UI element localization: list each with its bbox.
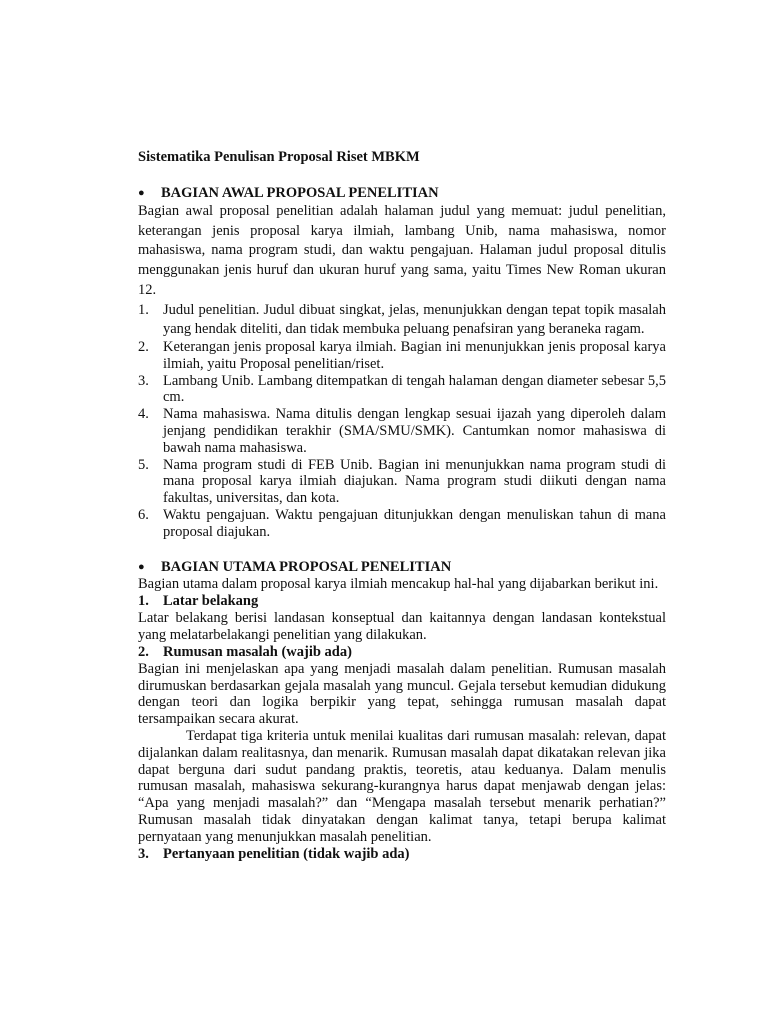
subheading-number: 1. [138, 593, 149, 610]
list-item [138, 373, 666, 407]
section-heading-utama [138, 558, 666, 576]
document-title: Sistematika Penulisan Proposal Riset MBKM [138, 149, 420, 165]
body-paragraph: Latar belakang berisi landasan konseptual dan kaitannya dengan landasan kontekstual yang melatarbelakangi penelitian yang dilakukan. [138, 610, 666, 644]
numbered-list [138, 301, 666, 541]
subheading-text: Rumusan masalah (wajib ada) [163, 643, 352, 660]
list-item-text: Nama program studi di FEB Unib. Bagian ini menunjukkan nama program studi di mana proposal karya ilmiah diajukan. Nama program studi diikuti dengan nama fakultas, universitas, dan kota. [163, 456, 666, 507]
list-item-text: Waktu pengajuan. Waktu pengajuan ditunjukkan dengan menuliskan tahun di mana proposal diajukan. [163, 506, 666, 540]
section-heading-text: BAGIAN AWAL PROPOSAL PENELITIAN [161, 185, 439, 201]
section-heading-text: BAGIAN UTAMA PROPOSAL PENELITIAN [161, 559, 452, 576]
bullet-icon: ● [138, 561, 145, 574]
subheading-pertanyaan-penelitian [138, 846, 666, 863]
list-item [138, 339, 666, 373]
section-intro-paragraph: Bagian utama dalam proposal karya ilmiah mencakup hal-hal yang dijabarkan berikut ini. [138, 576, 659, 593]
subheading-rumusan-masalah [138, 644, 666, 661]
list-item-text: Lambang Unib. Lambang ditempatkan di tengah halaman dengan diameter sebesar 5,5 cm. [163, 372, 666, 406]
list-item-number: 1. [138, 301, 149, 318]
list-item-number: 4. [138, 406, 149, 423]
list-item [138, 507, 666, 541]
subheading-number: 2. [138, 643, 149, 660]
list-item-text: Nama mahasiswa. Nama ditulis dengan lengkap sesuai ijazah yang diperoleh dalam jenjang pendidikan terakhir (SMA/SMU/SMK). Cantumkan nomor mahasiswa di bawah nama mahasiswa. [163, 406, 666, 456]
list-item [138, 406, 666, 456]
body-paragraph: Bagian ini menjelaskan apa yang menjadi masalah dalam penelitian. Rumusan masalah dirumuskan berdasarkan gejala masalah yang muncul. Gejala tersebut kemudian didukung dengan teori dan logika berpikir yang tepat, sehingga rumusan masalah dapat tersampaikan secara akurat. [138, 660, 666, 728]
subheading-latar-belakang [138, 593, 666, 610]
document-page [138, 148, 666, 863]
section-heading-awal [138, 184, 666, 202]
list-item-number: 5. [138, 456, 149, 473]
subheading-text: Pertanyaan penelitian (tidak wajib ada) [163, 845, 410, 862]
list-item-number: 2. [138, 338, 149, 355]
section-spacer [138, 540, 666, 558]
subheading-text: Latar belakang [163, 593, 259, 610]
list-item-text: Judul penelitian. Judul dibuat singkat, jelas, menunjukkan dengan tepat topik masalah yang hendak diteliti, dan tidak membuka peluang penafsiran yang beraneka ragam. [163, 301, 666, 337]
bullet-icon: ● [138, 187, 145, 199]
list-item-text: Keterangan jenis proposal karya ilmiah. Bagian ini menunjukkan jenis proposal karya ilmiah, yaitu Proposal penelitian/riset. [163, 338, 666, 372]
section-intro-paragraph: Bagian awal proposal penelitian adalah halaman judul yang memuat: judul penelitian, keterangan jenis proposal karya ilmiah, lambang Unib, nama mahasiswa, nomor mahasiswa, nama program studi, dan waktu pengajuan. Halaman judul proposal ditulis menggunakan jenis huruf dan ukuran huruf yang sama, yaitu Times New Roman ukuran 12. [138, 203, 666, 298]
list-item [138, 301, 666, 339]
list-item-number: 6. [138, 506, 149, 523]
list-item-number: 3. [138, 372, 149, 389]
list-item [138, 457, 666, 507]
subheading-number: 3. [138, 845, 149, 862]
body-paragraph-indented: Terdapat tiga kriteria untuk menilai kualitas dari rumusan masalah: relevan, dapat dijalankan dalam realitasnya, dan menarik. Rumusan masalah dapat dikatakan relevan jika dapat berguna dari sudut pandang praktis, teoretis, atau keduanya. Dalam menulis rumusan masalah, mahasiswa sekurang-kurangnya harus dapat menjawab dengan jelas: “Apa yang menjadi masalah?” dan “Mengapa masalah tersebut menarik perhatian?” Rumusan masalah tidak dinyatakan dengan kalimat tanya, tetapi berupa kalimat pernyataan yang menunjukkan masalah penelitian. [138, 728, 666, 845]
